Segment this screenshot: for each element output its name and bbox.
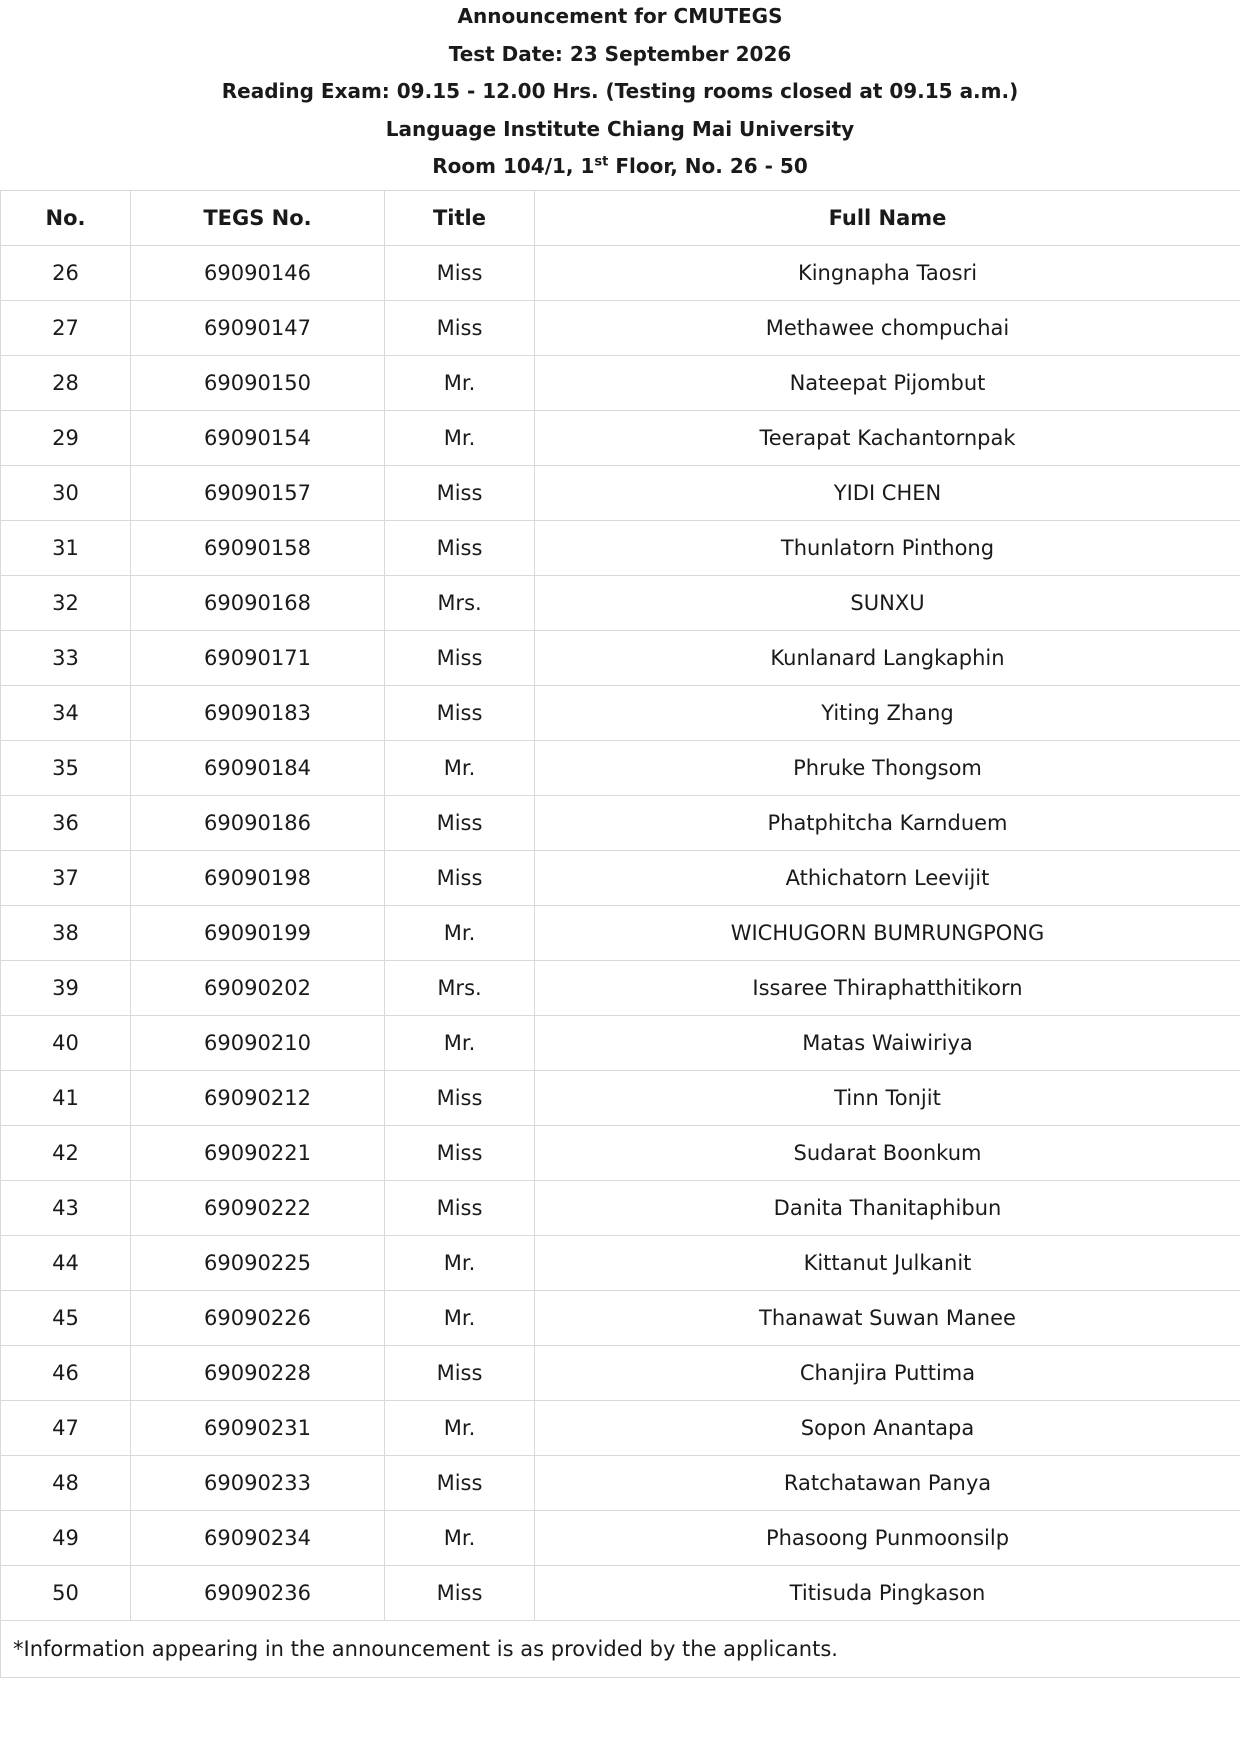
candidate-table [0, 190, 1240, 1678]
cell-no: 29 [1, 411, 131, 466]
cell-full-name: Matas Waiwiriya [535, 1016, 1240, 1071]
column-header-title: Title [385, 191, 535, 246]
footnote: *Information appearing in the announcement is as provided by the applicants. [1, 1621, 1240, 1678]
cell-no: 44 [1, 1236, 131, 1291]
cell-tegs-no: 69090198 [131, 851, 385, 906]
cell-no: 43 [1, 1181, 131, 1236]
table-row [1, 851, 1240, 906]
cell-no: 48 [1, 1456, 131, 1511]
cell-tegs-no: 69090157 [131, 466, 385, 521]
table-row [1, 741, 1240, 796]
table-row [1, 301, 1240, 356]
cell-full-name: Ratchatawan Panya [535, 1456, 1240, 1511]
cell-tegs-no: 69090186 [131, 796, 385, 851]
cell-tegs-no: 69090222 [131, 1181, 385, 1236]
cell-title: Miss [385, 1181, 535, 1236]
cell-no: 33 [1, 631, 131, 686]
cell-full-name: Tinn Tonjit [535, 1071, 1240, 1126]
cell-full-name: Thunlatorn Pinthong [535, 521, 1240, 576]
cell-title: Miss [385, 246, 535, 301]
column-header-tegs-no: TEGS No. [131, 191, 385, 246]
cell-title: Miss [385, 631, 535, 686]
cell-title: Miss [385, 1456, 535, 1511]
cell-no: 37 [1, 851, 131, 906]
cell-tegs-no: 69090168 [131, 576, 385, 631]
table-row [1, 1511, 1240, 1566]
cell-full-name: Phasoong Punmoonsilp [535, 1511, 1240, 1566]
cell-tegs-no: 69090150 [131, 356, 385, 411]
test-date: Test Date: 23 September 2026 [448, 41, 792, 66]
cell-full-name: Chanjira Puttima [535, 1346, 1240, 1401]
cell-full-name: Danita Thanitaphibun [535, 1181, 1240, 1236]
cell-tegs-no: 69090184 [131, 741, 385, 796]
table-row [1, 1401, 1240, 1456]
table-row [1, 1016, 1240, 1071]
cell-full-name: Kittanut Julkanit [535, 1236, 1240, 1291]
cell-tegs-no: 69090146 [131, 246, 385, 301]
cell-no: 31 [1, 521, 131, 576]
table-row [1, 1236, 1240, 1291]
cell-no: 35 [1, 741, 131, 796]
announcement-title: Announcement for CMUTEGS [457, 4, 783, 28]
cell-no: 42 [1, 1126, 131, 1181]
room-info-ordinal: st [594, 154, 609, 170]
column-header-full-name: Full Name [535, 191, 1240, 246]
table-row [1, 411, 1240, 466]
cell-title: Mr. [385, 1511, 535, 1566]
cell-full-name: Kingnapha Taosri [535, 246, 1240, 301]
table-row [1, 521, 1240, 576]
cell-tegs-no: 69090226 [131, 1291, 385, 1346]
cell-no: 41 [1, 1071, 131, 1126]
cell-tegs-no: 69090158 [131, 521, 385, 576]
table-row [1, 1456, 1240, 1511]
cell-tegs-no: 69090171 [131, 631, 385, 686]
cell-no: 32 [1, 576, 131, 631]
cell-full-name: Sudarat Boonkum [535, 1126, 1240, 1181]
cell-full-name: Titisuda Pingkason [535, 1566, 1240, 1621]
cell-title: Mr. [385, 1291, 535, 1346]
cell-tegs-no: 69090210 [131, 1016, 385, 1071]
room-info [0, 152, 1240, 190]
footnote-row [1, 1621, 1240, 1678]
cell-no: 36 [1, 796, 131, 851]
cell-full-name: Issaree Thiraphatthitikorn [535, 961, 1240, 1016]
cell-no: 47 [1, 1401, 131, 1456]
cell-title: Mrs. [385, 961, 535, 1016]
table-row [1, 246, 1240, 301]
cell-title: Miss [385, 301, 535, 356]
cell-full-name: Nateepat Pijombut [535, 356, 1240, 411]
cell-tegs-no: 69090221 [131, 1126, 385, 1181]
cell-title: Mr. [385, 1016, 535, 1071]
table-row [1, 466, 1240, 521]
table-row [1, 796, 1240, 851]
cell-no: 38 [1, 906, 131, 961]
cell-no: 28 [1, 356, 131, 411]
cell-no: 34 [1, 686, 131, 741]
table-row [1, 1181, 1240, 1236]
cell-title: Miss [385, 1071, 535, 1126]
cell-title: Miss [385, 1346, 535, 1401]
institute-name: Language Institute Chiang Mai University [385, 116, 855, 141]
cell-title: Mr. [385, 741, 535, 796]
table-row [1, 356, 1240, 411]
table-row [1, 1346, 1240, 1401]
cell-full-name: Teerapat Kachantornpak [535, 411, 1240, 466]
cell-no: 46 [1, 1346, 131, 1401]
cell-title: Miss [385, 686, 535, 741]
cell-title: Miss [385, 1566, 535, 1621]
cell-no: 49 [1, 1511, 131, 1566]
cell-tegs-no: 69090147 [131, 301, 385, 356]
table-row [1, 906, 1240, 961]
cell-full-name: Phruke Thongsom [535, 741, 1240, 796]
cell-full-name: Kunlanard Langkaphin [535, 631, 1240, 686]
cell-tegs-no: 69090183 [131, 686, 385, 741]
cell-tegs-no: 69090228 [131, 1346, 385, 1401]
cell-full-name: Phatphitcha Karnduem [535, 796, 1240, 851]
cell-tegs-no: 69090231 [131, 1401, 385, 1456]
cell-title: Mr. [385, 356, 535, 411]
cell-title: Miss [385, 851, 535, 906]
cell-no: 27 [1, 301, 131, 356]
column-header-no: No. [1, 191, 131, 246]
cell-full-name: WICHUGORN BUMRUNGPONG [535, 906, 1240, 961]
cell-no: 39 [1, 961, 131, 1016]
cell-full-name: Sopon Anantapa [535, 1401, 1240, 1456]
cell-tegs-no: 69090154 [131, 411, 385, 466]
cell-tegs-no: 69090236 [131, 1566, 385, 1621]
cell-tegs-no: 69090202 [131, 961, 385, 1016]
room-info-suffix: Floor, No. 26 - 50 [608, 154, 808, 178]
table-row [1, 631, 1240, 686]
cell-tegs-no: 69090225 [131, 1236, 385, 1291]
cell-title: Mr. [385, 1401, 535, 1456]
cell-no: 40 [1, 1016, 131, 1071]
cell-tegs-no: 69090212 [131, 1071, 385, 1126]
cell-no: 30 [1, 466, 131, 521]
table-row [1, 576, 1240, 631]
cell-full-name: YIDI CHEN [535, 466, 1240, 521]
cell-title: Miss [385, 466, 535, 521]
cell-title: Mr. [385, 906, 535, 961]
table-row [1, 961, 1240, 1016]
cell-no: 50 [1, 1566, 131, 1621]
table-row [1, 1291, 1240, 1346]
table-row [1, 1126, 1240, 1181]
cell-title: Miss [385, 1126, 535, 1181]
cell-full-name: Thanawat Suwan Manee [535, 1291, 1240, 1346]
cell-no: 26 [1, 246, 131, 301]
announcement-header [0, 0, 1240, 190]
candidate-table-body [1, 246, 1240, 1621]
cell-full-name: Athichatorn Leevijit [535, 851, 1240, 906]
table-header-row [1, 191, 1240, 246]
table-row [1, 1071, 1240, 1126]
table-row [1, 1566, 1240, 1621]
cell-title: Mrs. [385, 576, 535, 631]
cell-full-name: SUNXU [535, 576, 1240, 631]
cell-no: 45 [1, 1291, 131, 1346]
cell-title: Miss [385, 796, 535, 851]
table-row [1, 686, 1240, 741]
cell-full-name: Yiting Zhang [535, 686, 1240, 741]
room-info-prefix: Room 104/1, 1 [432, 154, 595, 178]
cell-title: Miss [385, 521, 535, 576]
cell-full-name: Methawee chompuchai [535, 301, 1240, 356]
cell-title: Mr. [385, 1236, 535, 1291]
cell-tegs-no: 69090233 [131, 1456, 385, 1511]
exam-time: Reading Exam: 09.15 - 12.00 Hrs. (Testing rooms closed at 09.15 a.m.) [221, 79, 1019, 103]
cell-tegs-no: 69090234 [131, 1511, 385, 1566]
cell-title: Mr. [385, 411, 535, 466]
cell-tegs-no: 69090199 [131, 906, 385, 961]
